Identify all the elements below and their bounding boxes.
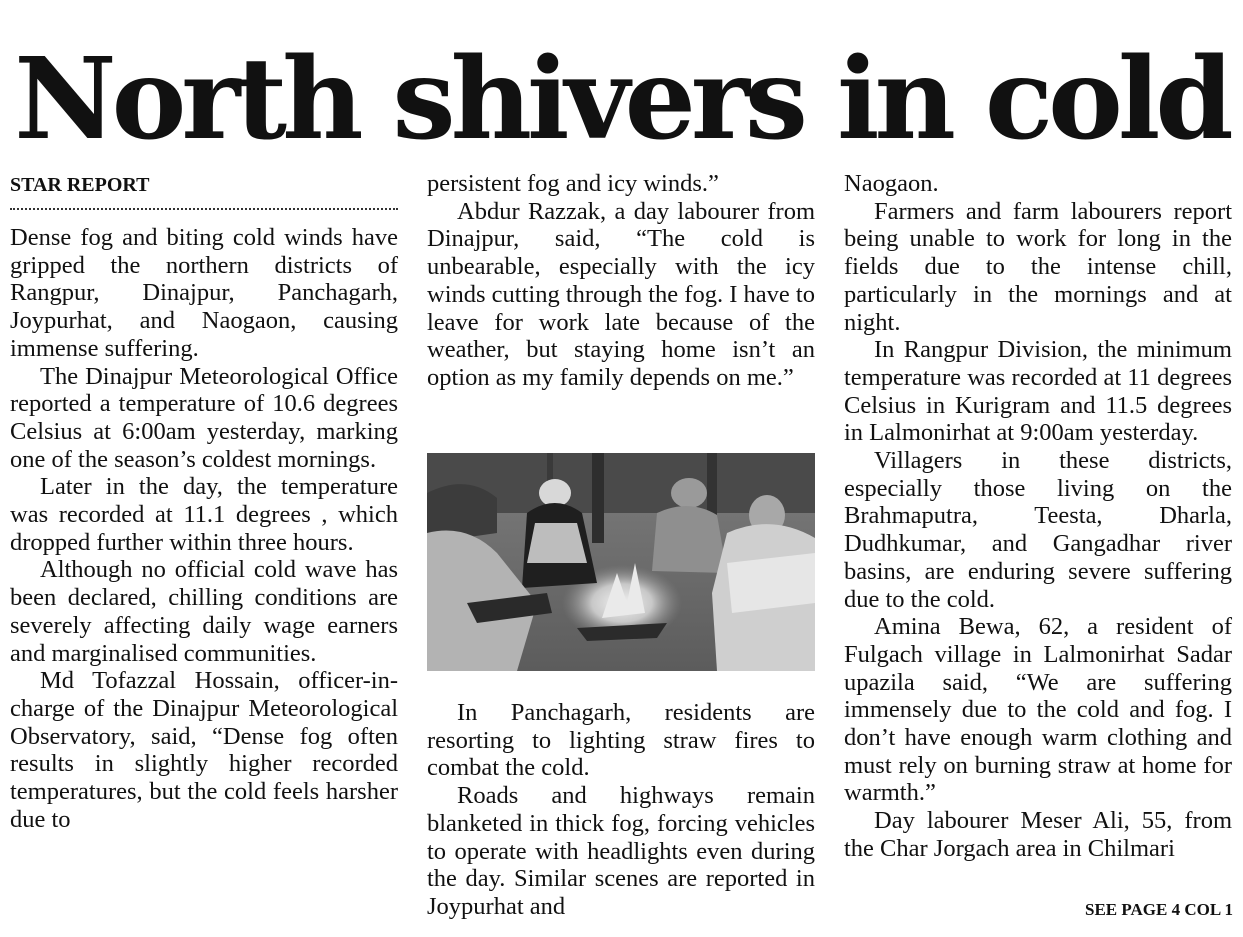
paragraph: persistent fog and icy winds.” <box>427 170 719 197</box>
paragraph: Roads and highways remain blanketed in thick fog, forcing vehicles to operate with headlights even during the day. Similar scenes are reported in Joypurhat and <box>427 782 815 920</box>
paragraph: In Rangpur Division, the minimum temperature was recorded at 11 degrees Celsius in Kurigram and 11.5 degrees in Lalmonirhat at 9:00am yesterday. <box>844 336 1232 447</box>
paragraph: Later in the day, the temperature was recorded at 11.1 degrees , which dropped further within three hours. <box>10 473 398 556</box>
paragraph: Day labourer Meser Ali, 55, from the Char Jorgach area in Chilmari <box>844 807 1232 862</box>
article-column-2-continued <box>427 699 815 921</box>
paragraph: The Dinajpur Meteorological Office reported a temperature of 10.6 degrees Celsius at 6:00am yesterday, marking one of the season’s coldest mornings. <box>10 362 398 473</box>
paragraph: Dense fog and biting cold winds have gripped the northern districts of Rangpur, Dinajpur, Panchagarh, Joypurhat, and Naogaon, causing immense suffering. <box>10 224 398 362</box>
byline-divider <box>10 208 398 210</box>
byline: STAR REPORT <box>10 174 150 196</box>
paragraph: Farmers and farm labourers report being unable to work for long in the fields due to the intense chill, particularly in the mornings and at night. <box>844 197 1232 336</box>
paragraph: Villagers in these districts, especially those living on the Brahmaputra, Teesta, Dharla, Dudhkumar, and Gangadhar river basins, are enduring severe suffering due to the cold. <box>844 447 1232 613</box>
article-column-2 <box>427 170 815 392</box>
paragraph: Md Tofazzal Hossain, officer-in-charge of the Dinajpur Meteorological Observatory, said, “Dense fog often results in slightly higher recorded temperatures, but the cold feels harsher due to <box>10 667 398 833</box>
article-column-1 <box>10 170 398 833</box>
photo-people-around-fire <box>427 453 815 671</box>
news-photo <box>427 453 815 671</box>
paragraph: In Panchagarh, residents are resorting to lighting straw fires to combat the cold. <box>427 699 815 782</box>
paragraph: Amina Bewa, 62, a resident of Fulgach village in Lalmonirhat Sadar upazila said, “We are suffering immensely due to the cold and fog. I don’t have enough warm clothing and must rely on burning straw at home for warmth.” <box>844 613 1232 807</box>
article-column-3 <box>844 170 1232 863</box>
paragraph: Naogaon. <box>844 170 939 197</box>
continuation-jump: SEE PAGE 4 COL 1 <box>1085 900 1233 919</box>
paragraph: Abdur Razzak, a day labourer from Dinajpur, said, “The cold is unbearable, especially with the icy winds cutting through the fog. I have to leave for work late because of the weather, but staying home isn’t an option as my family depends on me.” <box>427 197 815 391</box>
paragraph: Although no official cold wave has been declared, chilling conditions are severely affecting daily wage earners and marginalised communities. <box>10 556 398 667</box>
headline: North shivers in cold <box>14 34 1229 165</box>
